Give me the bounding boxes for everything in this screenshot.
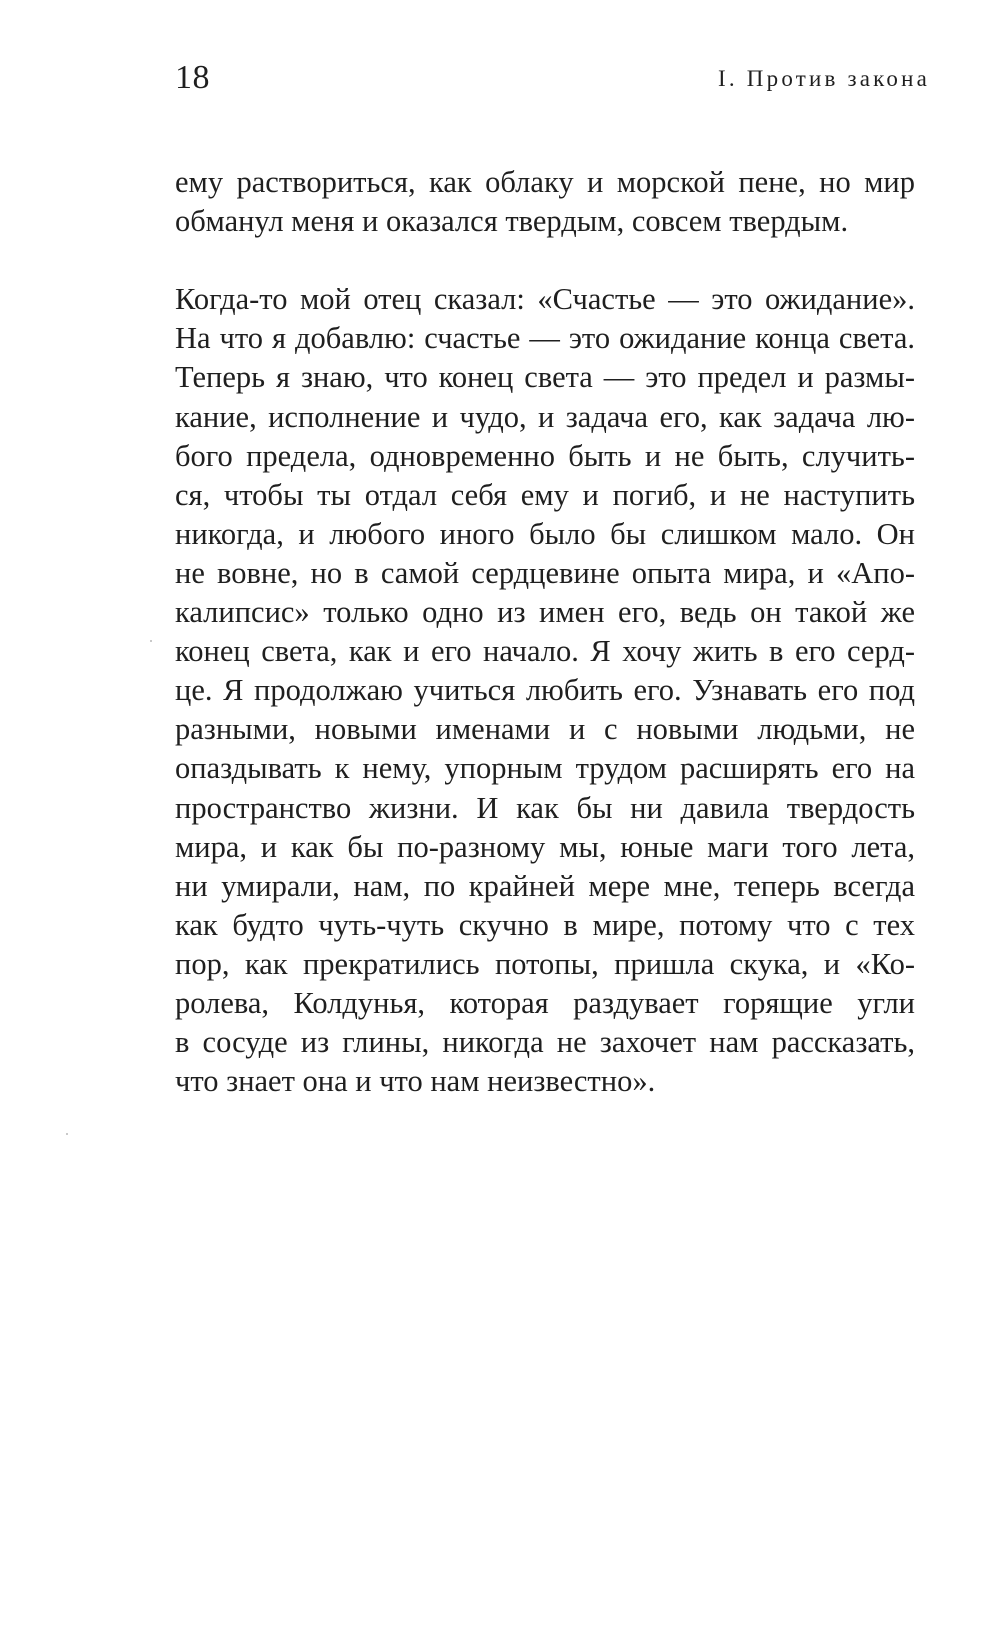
text-line: мира, и как бы по-разному мы, юные маги того лета, <box>175 829 915 864</box>
text-line: ни умирали, нам, по крайней мере мне, теперь всегда <box>175 868 915 903</box>
paper-speck <box>150 640 152 642</box>
paragraph-2 <box>175 280 915 1101</box>
page-number: 18 <box>175 59 210 96</box>
text-line: калипсис» только одно из имен его, ведь он такой же <box>175 595 915 630</box>
text-line: что знает она и что нам неизвестно». <box>175 1064 656 1099</box>
text-line: ся, чтобы ты отдал себя ему и погиб, и не наступить <box>175 477 915 512</box>
running-header: I. Против закона <box>718 66 930 91</box>
text-line: Когда-то мой отец сказал: «Счастье — это ожидание». <box>175 282 915 317</box>
text-line: Теперь я знаю, что конец света — это предел и размы- <box>175 360 915 395</box>
text-line: как будто чуть-чуть скучно в мире, потому что с тех <box>175 907 915 942</box>
text-line: кание, исполнение и чудо, и задача его, как задача лю- <box>175 399 915 434</box>
text-line: пространство жизни. И как бы ни давила твердость <box>175 790 915 825</box>
body-text <box>175 163 915 1101</box>
text-line: ролева, Колдунья, которая раздувает горящие угли <box>175 985 915 1020</box>
text-line: разными, новыми именами и с новыми людьми, не <box>175 712 915 747</box>
text-line: ему раствориться, как облаку и морской пене, но мир <box>175 165 915 199</box>
text-line: обманул меня и оказался твердым, совсем твердым. <box>175 204 849 239</box>
text-line: На что я добавлю: счастье — это ожидание конца света. <box>175 321 915 356</box>
text-line: пор, как прекратились потопы, пришла скука, и «Ко- <box>175 946 915 981</box>
text-line: конец света, как и его начало. Я хочу жить в его серд- <box>175 634 915 669</box>
paper-speck <box>66 1133 68 1135</box>
paragraph-1 <box>175 163 915 241</box>
text-line: бого предела, одновременно быть и не быть, случить- <box>175 438 915 473</box>
text-line: не вовне, но в самой сердцевине опыта мира, и «Апо- <box>175 555 915 590</box>
text-line: опаздывать к нему, упорным трудом расширять его на <box>175 751 915 786</box>
text-line: никогда, и любого иного было бы слишком мало. Он <box>175 516 915 551</box>
text-line: в сосуде из глины, никогда не захочет нам рассказать, <box>175 1025 915 1060</box>
text-line: це. Я продолжаю учиться любить его. Узнавать его под <box>175 673 915 708</box>
